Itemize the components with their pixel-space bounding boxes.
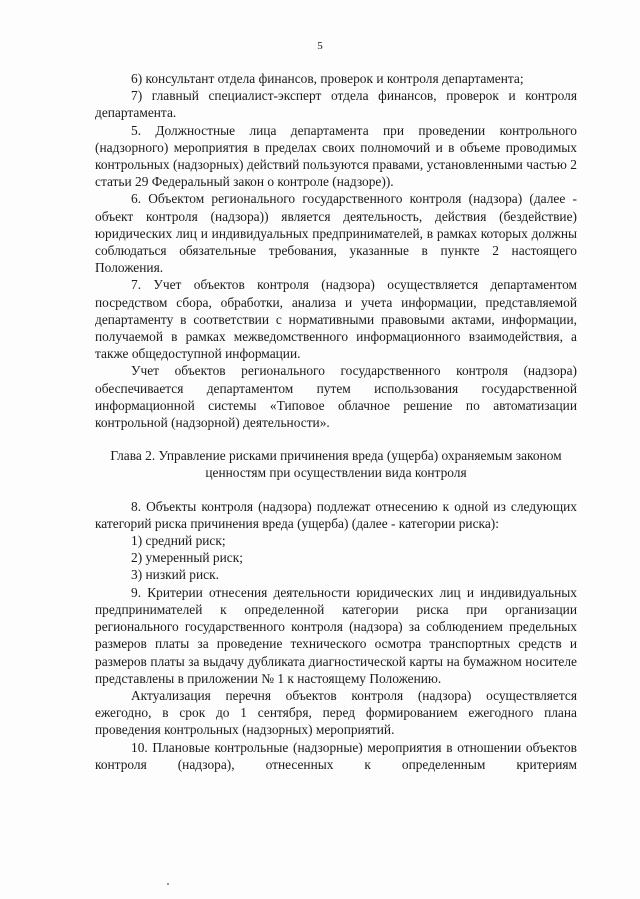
paragraph-9: 9. Критерии отнесения деятельности юридических лиц и индивидуальных предпринимателей к определенной категории риска при организации регионального государственного контроля (надзора) за соблюдением предельных размеров платы за проведение технического осмотра транспортных средств и размеров платы за выдачу дубликата диагностической карты на бумажном носителе представлены в приложении № 1 к настоящему Положению.	[95, 584, 577, 686]
page-number: 5	[317, 40, 323, 52]
paragraph-accounting: Учет объектов регионального государственного контроля (надзора) обеспечивается департаментом путем использования государственной информационной системы «Типовое облачное решение по автоматизации контрольной (надзорной) деятельности».	[95, 363, 577, 431]
paragraph-7: 7. Учет объектов контроля (надзора) осуществляется департаментом посредством сбора, обработки, анализа и учета информации, представляемой департаменту в соответствии с нормативными правовыми актами, информации, получаемой в рамках межведомственного информационного взаимодействия, а также общедоступной информации.	[95, 277, 577, 362]
paragraph-8: 8. Объекты контроля (надзора) подлежат отнесению к одной из следующих категорий риска причинения вреда (ущерба) (далее - категории риска):	[95, 498, 577, 531]
paragraph-item-7: 7) главный специалист-эксперт отдела финансов, проверок и контроля департамента.	[95, 88, 577, 121]
paragraph-item-6: 6) консультант отдела финансов, проверок и контроля департамента;	[131, 71, 524, 86]
chapter-title: Глава 2. Управление рисками причинения вреда (ущерба) охраняемым законом ценностям при осуществлении вида контроля	[110, 448, 562, 481]
document-body	[95, 70, 577, 773]
risk-list-item: 2) умеренный риск;	[131, 550, 243, 566]
paragraph-5: 5. Должностные лица департамента при проведении контрольного (надзорного) мероприятия в пределах своих полномочий и в объеме проводимых контрольных (надзорных) действий пользуются правами, установленными частью 2 статьи 29 Федеральный закон о контроле (надзоре)).	[95, 122, 577, 190]
risk-list-item: 1) средний риск;	[131, 533, 226, 549]
paragraph-6: 6. Объектом регионального государственного контроля (надзора) (далее - объект контроля (надзора)) является деятельность, действия (бездействие) юридических лиц и индивидуальных предпринимателей, в рамках которых должны соблюдаться обязательные требования, указанные в пункте 2 настоящего Положения.	[95, 191, 577, 276]
paragraph-actualization: Актуализация перечня объектов контроля (надзора) осуществляется ежегодно, в срок до 1 сентября, перед формированием ежегодного плана проведения контрольных (надзорных) мероприятий.	[95, 687, 577, 738]
scan-speck	[167, 883, 169, 885]
risk-list-item: 3) низкий риск.	[131, 567, 219, 583]
paragraph-10: 10. Плановые контрольные (надзорные) мероприятия в отношении объектов контроля (надзора), отнесенных к определенным критериям	[95, 739, 577, 772]
